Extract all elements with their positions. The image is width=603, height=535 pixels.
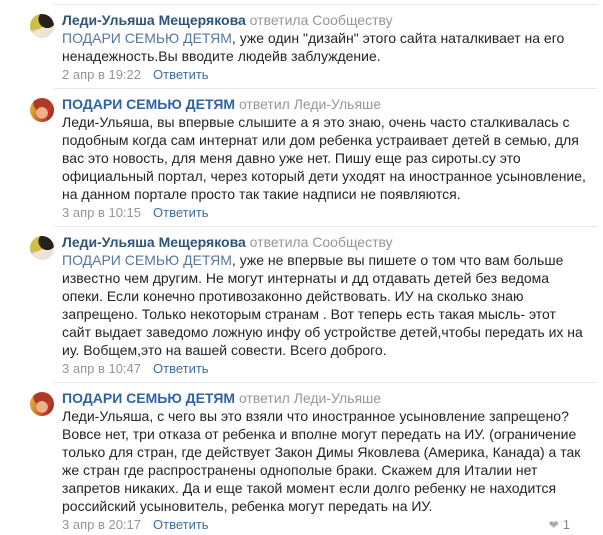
comment <box>30 383 597 535</box>
timestamp-link[interactable]: 3 апр в 10:15 <box>62 205 142 220</box>
reply-button[interactable]: Ответить <box>153 517 209 532</box>
comment <box>30 5 597 88</box>
reply-context: ответила Сообществу <box>249 12 393 28</box>
reply-button[interactable]: Ответить <box>153 205 209 220</box>
comment-text <box>62 29 586 65</box>
comment-header <box>62 389 586 407</box>
comment-body: Леди-Ульяша, вы впервые слышите а я это знаю, очень часто сталкивалась с подобным когда сам интернат или дом ребенка устраивает детей в семью, для вас это новость, для меня давно уже нет. Пишу еще раз сироты.су это официальный портал, через который дети уходят на иностранное усыновление, на данном портале просто так такие надписи не появляются. <box>62 114 586 202</box>
comment-text <box>62 407 586 515</box>
group-avatar[interactable] <box>30 392 54 416</box>
comment-text <box>62 251 586 359</box>
user-avatar[interactable] <box>30 236 54 260</box>
comment-content <box>62 11 586 84</box>
comment-text <box>62 113 586 203</box>
comment <box>30 227 597 382</box>
comment-footer <box>62 516 586 534</box>
reply-context: ответила Сообществу <box>249 234 393 250</box>
comment-footer <box>62 204 586 222</box>
mention-link[interactable]: ПОДАРИ СЕМЬЮ ДЕТЯМ <box>62 252 232 268</box>
comment-header <box>62 11 586 29</box>
mention-link[interactable]: ПОДАРИ СЕМЬЮ ДЕТЯМ <box>62 30 232 46</box>
timestamp-link[interactable]: 3 апр в 20:17 <box>62 517 142 532</box>
reply-button[interactable]: Ответить <box>153 67 209 82</box>
comment-content <box>62 389 586 534</box>
comment-footer <box>62 66 586 84</box>
timestamp-link[interactable]: 3 апр в 10:47 <box>62 361 142 376</box>
user-avatar[interactable] <box>30 14 54 38</box>
comment-body: Леди-Ульяша, с чего вы это взяли что иностранное усыновление запрещено? Вовсе нет, три отказа от ребенка и вполне могут передать на ИУ. (ограничение только для стран, где действует Закон Димы Яковлева (Америка, Канада) а так же стран где распространены однополые браки. Скажем для Италии нет запретов никаких. Да и еще такой момент если долго ребенку не находится российский усыновитель, ребенка могут передать на ИУ. <box>62 408 581 514</box>
comment-header <box>62 95 586 113</box>
comment-body: , уже не впервые вы пишете о том что вам больше известно чем другим. Не могут интернаты и дд отдавать детей без ведома опеки. Если конечно противозаконно действовать. ИУ на сколько знаю запрещено. Только некоторым странам . Вот теперь есть такая мысль- этот сайт выдает заведомо ложную инфу об устройстве детей,чтобы передать их на иу. Вобщем,это на вашей совести. Всего доброго. <box>62 252 583 358</box>
comment <box>30 89 597 226</box>
comment-header <box>62 233 586 251</box>
like-count: 1 <box>562 517 570 532</box>
reply-context: ответил Леди-Ульяше <box>238 390 382 406</box>
author-link[interactable]: ПОДАРИ СЕМЬЮ ДЕТЯМ <box>62 96 236 112</box>
reply-context: ответил Леди-Ульяше <box>238 96 382 112</box>
author-link[interactable]: ПОДАРИ СЕМЬЮ ДЕТЯМ <box>62 390 236 406</box>
heart-icon: ❤ <box>548 518 559 532</box>
comment-footer <box>62 360 586 378</box>
reply-button[interactable]: Ответить <box>153 361 209 376</box>
comment-content <box>62 95 586 222</box>
timestamp-link[interactable]: 2 апр в 19:22 <box>62 67 142 82</box>
group-avatar[interactable] <box>30 98 54 122</box>
comment-content <box>62 233 586 378</box>
author-link[interactable]: Леди-Ульяша Мещерякова <box>62 12 246 28</box>
like-button[interactable] <box>549 516 586 534</box>
author-link[interactable]: Леди-Ульяша Мещерякова <box>62 234 246 250</box>
comment-body: , уже один "дизайн" этого сайта наталкивает на его ненадежность.Вы вводите людейв заблуждение. <box>62 30 565 64</box>
